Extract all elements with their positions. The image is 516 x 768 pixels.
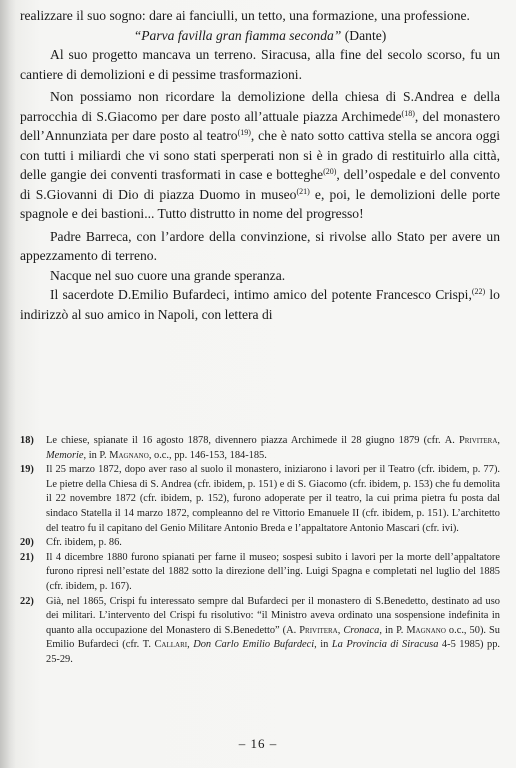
note-22-author: T. Callari (142, 639, 188, 651)
note-18-author: P. Magnano (99, 449, 149, 461)
footnote-22 (20, 595, 500, 668)
dante-quote-line (20, 26, 500, 46)
note-22-title: Cronaca (343, 624, 380, 636)
note-22-part: , in (379, 624, 397, 636)
footnote-ref-19: (19) (237, 128, 251, 137)
note-22-part: 4-5 1985) pp. 25-29. (46, 639, 501, 665)
note-22-part: , (337, 624, 344, 636)
note-18-title: Memorie (46, 449, 84, 461)
footnote-ref-18: (18) (401, 108, 415, 118)
footnote-19 (20, 463, 500, 536)
note-18-part: , in (83, 449, 100, 461)
paragraph-5: Nacque nel suo cuore una grande speranza. (50, 267, 286, 283)
dante-quote-author: (Dante) (344, 27, 387, 43)
p3-text-c: , che è nato sotto cattiva stella se ancora oggi con tutti i miliardi che vi sono stati sperperati non si è in grado di restituirlo alla città, delle gangie dei conventi trasformati in case e botteghe (20, 128, 500, 182)
note-18-author: A. Privitera (444, 435, 498, 446)
p3-text-d: , dell’ospedale e del convento di S.Giovanni di Dio di piazza Duomo in museo (20, 167, 500, 202)
footnote-21 (20, 551, 500, 595)
footnote-text: Il 25 marzo 1872, dopo aver raso al suolo il monastero, iniziarono i lavori per il Teatro (cfr. ibidem, p. 77). Le pietre della Chiesa di S. Andrea (cfr. ibidem, p. 151) e di S. Giacomo (cfr. ibidem, p. 153) che fu demolita il 22 novembre 1872 (cfr. ibidem, p. 152), furono adoperate per il teatro, la cui prima pietra fu posta dal sindaco Statella il 14 marzo 1872, compleanno del re Vittorio Emanuele II (cfr. ibidem, p. 151). L’architetto del teatro fu il capitano del Genio Militare Antonio Breda e l’appaltatore Antonio Mascari (cfr. ivi). (46, 464, 500, 534)
footnote-ref-21: (21) (296, 186, 310, 196)
note-22-author: A. Privitera (286, 624, 338, 636)
footnotes (20, 434, 500, 668)
note-18-part: Le chiese, spianate il 16 agosto 1878, divennero piazza Archimede il 28 giugno 1879 (cfr. (46, 435, 445, 446)
footnote-number: 21) (20, 551, 34, 563)
paragraph-3 (20, 87, 500, 224)
note-22-part: , in (314, 639, 332, 651)
p6-text-a: Il sacerdote D.Emilio Bufardeci, intimo amico del potente Francesco Crispi, (50, 287, 472, 302)
paragraph-2: Al suo progetto mancava un terreno. Siracusa, alla fine del secolo scorso, fu un cantiere di demolizioni e di pessime trasformazioni. (20, 47, 500, 82)
footnote-text (46, 434, 500, 463)
main-text (20, 6, 500, 324)
footnote-20 (20, 536, 500, 551)
note-22-part: Già, nel 1865, Crispi fu interessato sempre dal Bufardeci per il monastero di S.Benedetto, destinato ad uso dei militari. L’intervento del Crispi fu risolutivo: “il Ministro aveva ordinato una sospensione indefinita in quanto alla occupazione del Monastero di S.Benedetto” ( (46, 595, 500, 636)
p3-text-a: Non possiamo non ricordare la demolizione della chiesa di S.Andrea e della parrocchia di S.Giacomo per dare posto all’attuale piazza Archimede (20, 89, 500, 124)
footnote-ref-20: (20) (323, 167, 337, 176)
footnote-number: 20) (20, 537, 34, 549)
dante-quote: “Parva favilla gran fiamma seconda” (133, 27, 342, 43)
note-18-part: , (497, 435, 501, 446)
p3-text-b: , del monastero dell’Annunziata per dare posto al teatro (20, 108, 500, 143)
paragraph-6 (20, 285, 500, 324)
scan-edge-shadow (0, 0, 16, 768)
note-22-part: o.c., 50). Su Emilio Bufardeci (cfr. (46, 624, 500, 651)
note-22-author: P. Magnano (396, 624, 446, 636)
p6-text-b: lo indirizzò al suo amico in Napoli, con lettera di (20, 287, 500, 322)
paragraph-4: Padre Barreca, con l’ardore della convinzione, si rivolse allo Stato per avere un appezzamento di terreno. (20, 228, 500, 263)
note-22-part: , (187, 639, 194, 651)
footnote-text: Cfr. ibidem, p. 86. (46, 537, 122, 549)
paragraph-1: realizzare il suo sogno: dare ai fanciulli, un tetto, una formazione, una professione. (20, 8, 470, 23)
footnote-ref-22: (22) (471, 287, 486, 296)
footnote-text: Il 4 dicembre 1880 furono spianati per farne il museo; sospesi subito i lavori per la morte dell’appaltatore furono ripresi nell’estate del 1882 sotto la direzione dell’ing. Luigi Spagna e completati nel luglio del 1885 (cfr. ibidem, p. 167). (46, 551, 500, 592)
note-18-part: , o.c., pp. 146-153, 184-185. (148, 449, 267, 461)
note-22-title: Don Carlo Emilio Bufardeci (193, 639, 315, 651)
footnote-text (46, 595, 500, 668)
footnote-number: 18) (20, 435, 34, 446)
footnote-18 (20, 434, 500, 463)
footnote-number: 19) (20, 464, 34, 476)
footnote-number: 22) (20, 595, 34, 607)
page-number: – 16 – (238, 736, 278, 751)
note-22-title: La Provincia di Siracusa (331, 639, 439, 651)
p3-text-e: e, poi, le demolizioni delle porte spagnole e dei bastioni... Tutto distrutto in nome del progresso! (20, 186, 501, 221)
